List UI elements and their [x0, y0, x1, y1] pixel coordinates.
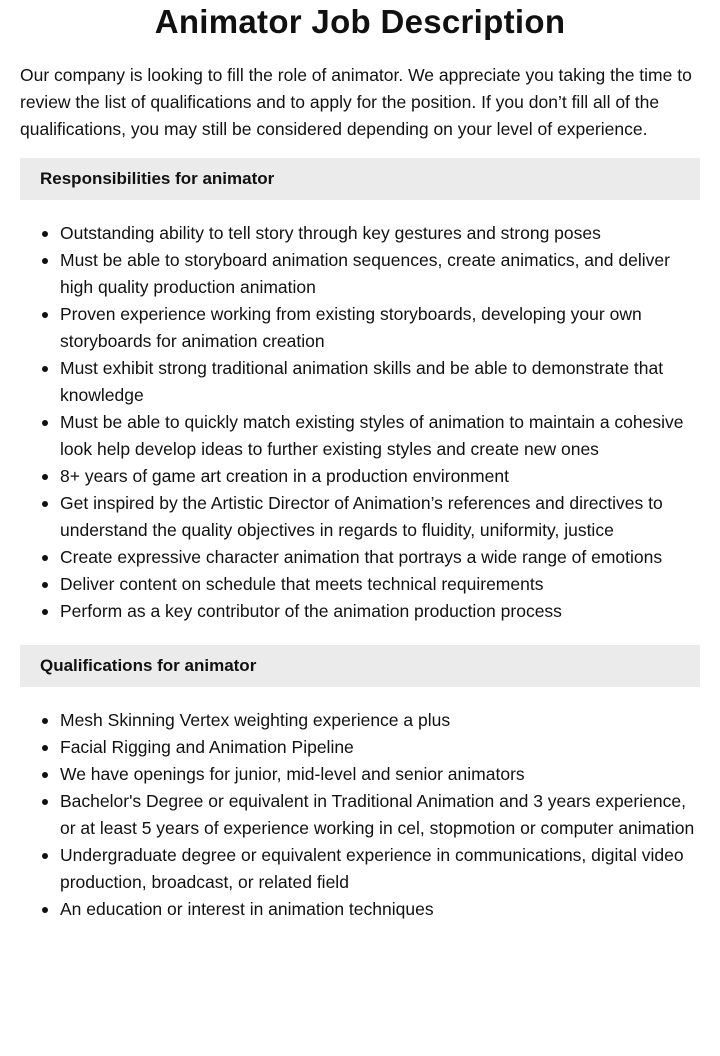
list-item: An education or interest in animation techniques [60, 896, 700, 923]
list-item: Proven experience working from existing storyboards, developing your own storyboards for animation creation [60, 301, 700, 355]
list-item: Outstanding ability to tell story through key gestures and strong poses [60, 220, 700, 247]
list-item: Deliver content on schedule that meets technical requirements [60, 571, 700, 598]
list-item: Must exhibit strong traditional animation skills and be able to demonstrate that knowledge [60, 355, 700, 409]
page-title: Animator Job Description [154, 3, 566, 40]
list-item: Create expressive character animation that portrays a wide range of emotions [60, 544, 700, 571]
list-item: Must be able to storyboard animation sequences, create animatics, and deliver high quality production animation [60, 247, 700, 301]
list-item: Mesh Skinning Vertex weighting experience a plus [60, 707, 700, 734]
qualifications-header: Qualifications for animator [20, 645, 700, 687]
list-item: 8+ years of game art creation in a production environment [60, 463, 700, 490]
intro-paragraph: Our company is looking to fill the role of animator. We appreciate you taking the time to review the list of qualifications and to apply for the position. If you don’t fill all of the qualifications, you may still be considered depending on your level of experience. [20, 65, 692, 139]
section-spacer [20, 625, 700, 630]
qualifications-list [20, 707, 700, 923]
list-item: Must be able to quickly match existing styles of animation to maintain a cohesive look help develop ideas to further existing styles and create new ones [60, 409, 700, 463]
list-item: Get inspired by the Artistic Director of Animation’s references and directives to understand the quality objectives in regards to fluidity, uniformity, justice [60, 490, 700, 544]
responsibilities-list [20, 220, 700, 625]
responsibilities-header: Responsibilities for animator [20, 158, 700, 200]
list-item: We have openings for junior, mid-level and senior animators [60, 761, 700, 788]
list-item: Bachelor's Degree or equivalent in Traditional Animation and 3 years experience, or at least 5 years of experience working in cel, stopmotion or computer animation [60, 788, 700, 842]
list-item: Perform as a key contributor of the animation production process [60, 598, 700, 625]
list-item: Facial Rigging and Animation Pipeline [60, 734, 700, 761]
list-item: Undergraduate degree or equivalent experience in communications, digital video production, broadcast, or related field [60, 842, 700, 896]
